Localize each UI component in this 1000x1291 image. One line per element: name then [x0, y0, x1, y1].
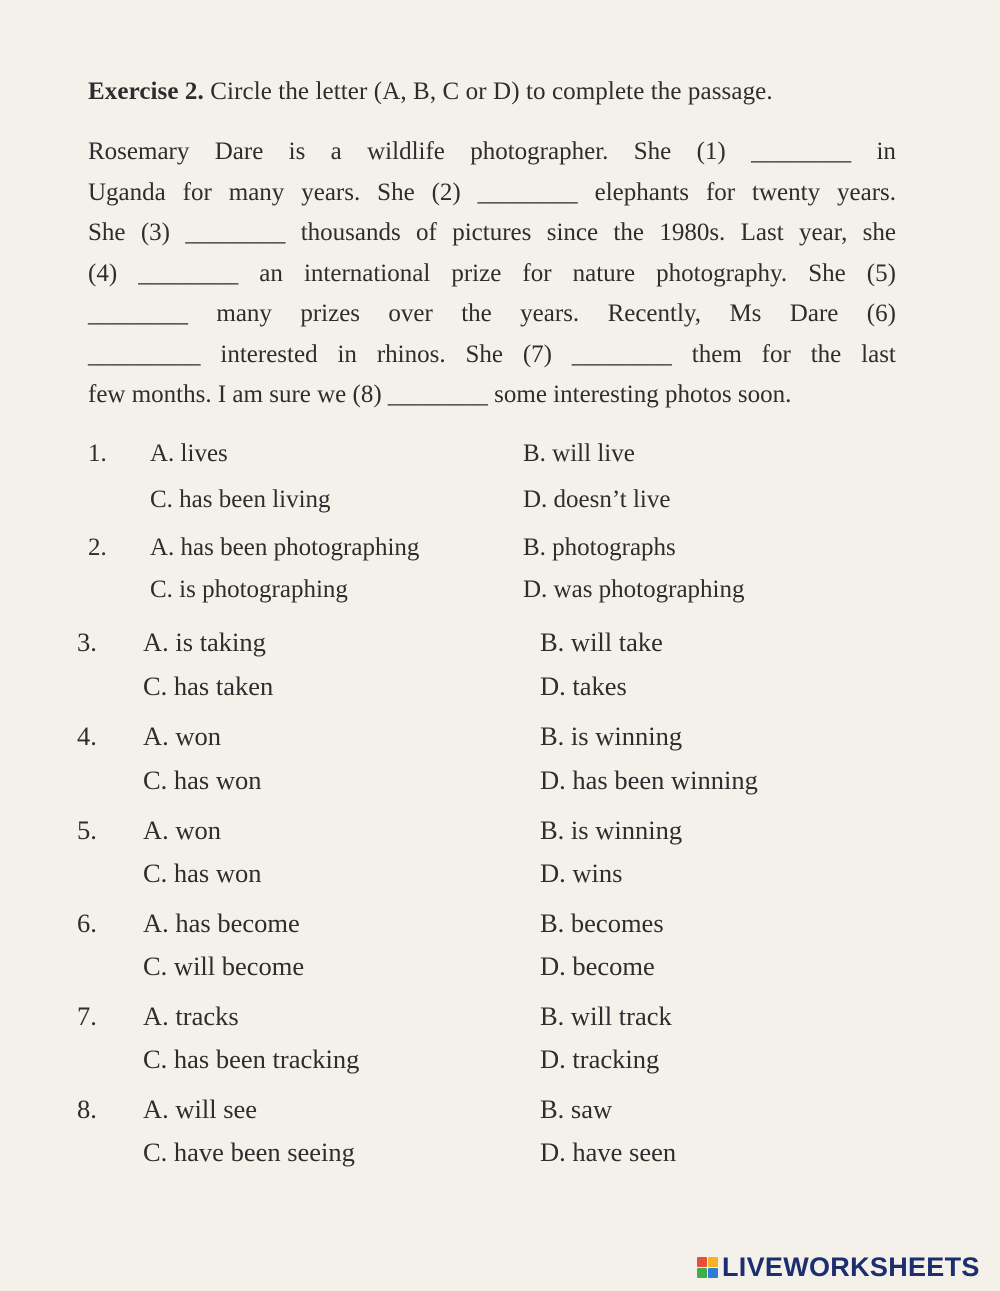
option-a[interactable]: A. tracks — [143, 1001, 239, 1031]
passage-word: (7) — [522, 340, 552, 368]
question-number: 2. — [88, 534, 107, 561]
passage-word: photographer. — [470, 138, 609, 165]
passage-word: international — [303, 259, 431, 287]
option-b[interactable]: B. will track — [540, 1001, 672, 1031]
passage-line — [88, 213, 896, 254]
passage-word: Rosemary — [88, 138, 190, 165]
passage-word: photography. — [656, 259, 788, 287]
question-number: 5. — [77, 815, 97, 845]
passage-word: (6) — [866, 300, 896, 327]
passage-line — [88, 335, 896, 376]
passage-word: She — [465, 340, 503, 368]
option-c[interactable]: C. will become — [143, 951, 305, 981]
passage-word: She — [808, 259, 846, 287]
passage-word: Recently, — [607, 300, 702, 327]
question-number: 6. — [77, 908, 97, 938]
option-c[interactable]: C. has won — [143, 858, 262, 888]
passage-word: a — [330, 138, 342, 165]
exercise-heading — [88, 78, 773, 106]
passage-word: for — [761, 340, 791, 368]
passage-word: She — [633, 138, 672, 165]
passage-word: them — [691, 340, 742, 368]
passage-line — [88, 132, 896, 173]
option-b[interactable]: B. saw — [540, 1094, 613, 1124]
option-a[interactable]: A. won — [143, 815, 222, 845]
option-b[interactable]: B. will take — [540, 627, 663, 657]
option-d[interactable]: D. have seen — [540, 1137, 677, 1167]
option-d[interactable]: D. doesn’t live — [523, 486, 671, 513]
option-c[interactable]: C. has been tracking — [143, 1044, 360, 1074]
option-d[interactable]: D. tracking — [540, 1044, 660, 1074]
passage-word: wildlife — [367, 138, 445, 165]
question-number: 4. — [77, 721, 97, 751]
passage-word: years. — [520, 300, 580, 327]
passage-text: Uganda for many years. She (2) ________ elephants for twenty years. — [88, 178, 896, 206]
option-c[interactable]: C. is photographing — [150, 576, 348, 603]
option-b[interactable]: B. is winning — [540, 721, 683, 751]
question-number: 8. — [77, 1094, 97, 1124]
passage-line — [88, 254, 896, 295]
passage-word: interested — [220, 340, 318, 368]
passage-word: an — [259, 259, 283, 287]
option-c[interactable]: C. have been seeing — [143, 1137, 355, 1167]
option-d[interactable]: D. was photographing — [523, 576, 745, 603]
passage-word: for — [522, 259, 552, 287]
passage-word: last — [861, 340, 896, 368]
logo-square — [708, 1257, 718, 1267]
logo-square — [697, 1268, 707, 1278]
option-c[interactable]: C. has been living — [150, 486, 331, 513]
option-a[interactable]: A. will see — [143, 1094, 258, 1124]
option-a[interactable]: A. has become — [143, 908, 300, 938]
option-d[interactable]: D. has been winning — [540, 765, 758, 795]
option-a[interactable]: A. won — [143, 721, 222, 751]
brand-text: LIVEWORKSHEETS — [722, 1252, 980, 1282]
answer-blank: _________ — [88, 340, 201, 368]
passage-word: (1) — [696, 138, 726, 165]
option-b[interactable]: B. becomes — [540, 908, 664, 938]
passage-word: prize — [451, 259, 502, 287]
passage-text: few months. I am sure we (8) ________ some interesting photos soon. — [88, 381, 792, 408]
logo-square — [697, 1257, 707, 1267]
passage-line — [88, 173, 896, 214]
brand-watermark — [697, 1252, 980, 1283]
option-c[interactable]: C. has taken — [143, 671, 274, 701]
answer-blank: ________ — [138, 259, 239, 287]
option-d[interactable]: D. wins — [540, 858, 623, 888]
passage-word: prizes — [300, 300, 361, 327]
passage-word: (5) — [866, 259, 896, 287]
answer-blank: ________ — [571, 340, 672, 368]
passage-text: She (3) ________ thousands of pictures since the 1980s. Last year, she — [88, 219, 896, 246]
answer-blank: ________ — [751, 138, 852, 165]
option-b[interactable]: B. is winning — [540, 815, 683, 845]
passage-word: Dare — [214, 138, 264, 165]
passage-word: the — [461, 300, 492, 327]
question-number: 7. — [77, 1001, 97, 1031]
option-c[interactable]: C. has won — [143, 765, 262, 795]
option-a[interactable]: A. has been photographing — [150, 534, 420, 561]
passage-word: nature — [572, 259, 636, 287]
passage-word: rhinos. — [376, 340, 446, 368]
exercise-instruction: Circle the letter (A, B, C or D) to complete the passage. — [210, 78, 773, 105]
option-a[interactable]: A. is taking — [143, 627, 266, 657]
question-number: 3. — [77, 627, 97, 657]
liveworksheets-logo-icon — [697, 1257, 718, 1278]
answer-blank: ________ — [88, 300, 188, 327]
exercise-label: Exercise 2. — [88, 78, 204, 105]
option-b[interactable]: B. photographs — [523, 534, 676, 561]
passage-word: Dare — [789, 300, 839, 327]
passage-word: in — [876, 138, 896, 165]
passage-word: is — [288, 138, 306, 165]
option-a[interactable]: A. lives — [150, 440, 228, 467]
option-d[interactable]: D. takes — [540, 671, 627, 701]
logo-square — [708, 1268, 718, 1278]
question-number: 1. — [88, 440, 107, 467]
passage-line — [88, 294, 896, 335]
passage-word: in — [337, 340, 357, 368]
passage — [88, 132, 896, 416]
passage-word: many — [216, 300, 272, 327]
option-b[interactable]: B. will live — [523, 440, 635, 467]
passage-word: over — [388, 300, 433, 327]
passage-line — [88, 375, 896, 416]
option-d[interactable]: D. become — [540, 951, 655, 981]
passage-word: (4) — [88, 259, 118, 287]
passage-word: the — [810, 340, 842, 368]
passage-word: Ms — [729, 300, 762, 327]
